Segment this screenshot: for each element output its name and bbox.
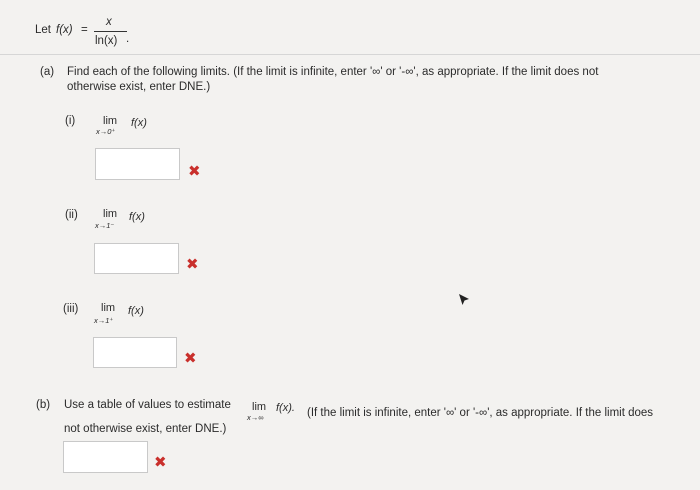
incorrect-icon: ✖ <box>154 454 167 471</box>
lim-approach: x→0⁺ <box>96 127 116 136</box>
lim-label: lim <box>103 115 118 127</box>
lim-label: lim <box>101 302 116 314</box>
part-b-instructions-cont: not otherwise exist, enter DNE.) <box>64 423 227 435</box>
lim-approach: x→1⁻ <box>95 221 115 230</box>
lim-function: f(x) <box>128 305 144 317</box>
lim-function: f(x) <box>131 117 147 129</box>
mouse-cursor-icon <box>458 293 470 307</box>
fraction-denominator: ln(x) <box>95 35 118 47</box>
divider <box>0 54 700 55</box>
answer-input-iii[interactable] <box>93 337 177 368</box>
let-label: Let <box>35 24 51 36</box>
part-a-instructions-cont: otherwise exist, enter DNE.) <box>67 81 211 93</box>
incorrect-icon: ✖ <box>188 163 201 180</box>
lim-label: lim <box>103 208 118 220</box>
incorrect-icon: ✖ <box>184 350 197 367</box>
fraction-numerator: x <box>106 16 112 28</box>
answer-input-b[interactable] <box>63 441 148 473</box>
part-a-label: (a) <box>40 66 55 78</box>
lim-function: f(x). <box>276 402 295 414</box>
lim-function: f(x) <box>129 211 145 223</box>
lim-label: lim <box>252 401 267 413</box>
incorrect-icon: ✖ <box>186 256 199 273</box>
answer-input-i[interactable] <box>95 148 180 180</box>
item-label: (i) <box>65 115 76 127</box>
fx-label: f(x) <box>56 24 73 36</box>
answer-input-ii[interactable] <box>94 243 179 274</box>
part-b-instructions: (If the limit is infinite, enter '∞' or '-∞', as appropriate. If the limit does <box>307 407 654 419</box>
item-label: (ii) <box>65 209 78 221</box>
part-b-text: Use a table of values to estimate <box>64 399 231 411</box>
lim-approach: x→∞ <box>247 413 264 422</box>
fraction-bar <box>94 31 127 32</box>
lim-approach: x→1⁺ <box>94 316 114 325</box>
period: . <box>126 33 130 45</box>
equals-sign: = <box>81 24 88 36</box>
part-a-instructions: Find each of the following limits. (If the limit is infinite, enter '∞' or '-∞', as appropriate. If the limit does not <box>67 66 599 78</box>
part-b-label: (b) <box>36 399 51 411</box>
item-label: (iii) <box>63 303 79 315</box>
